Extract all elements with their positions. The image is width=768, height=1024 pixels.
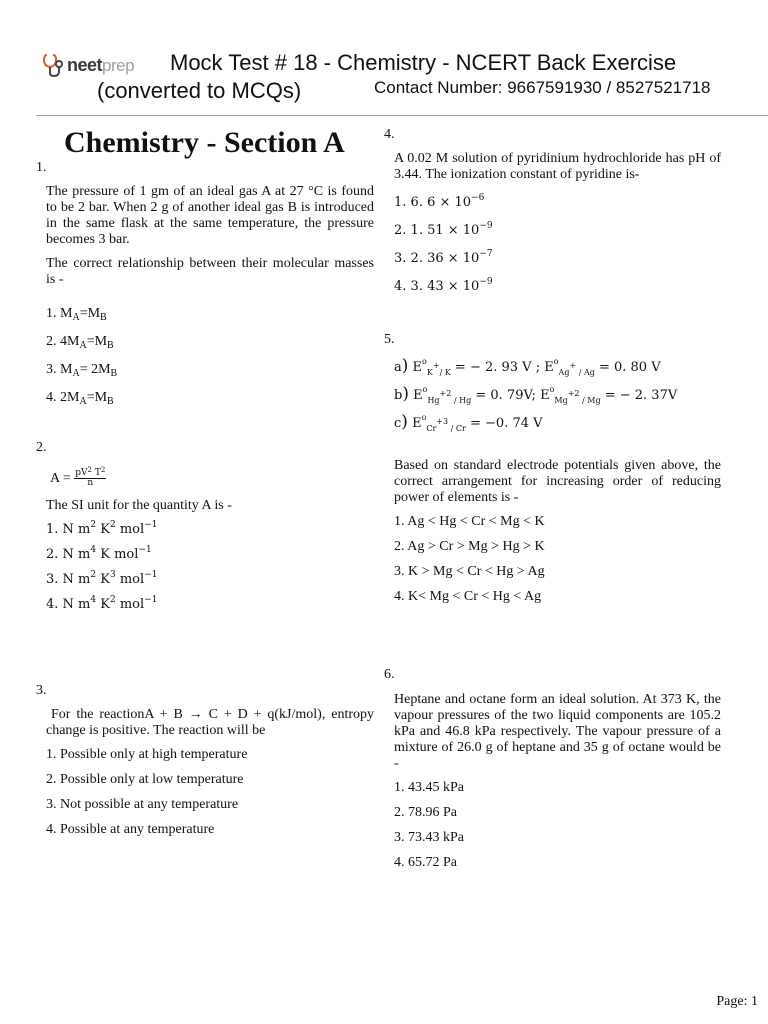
question-4-option-1[interactable]: 1. 6. $6 \times 10^{-6}$: [394, 193, 485, 210]
logo-wordmark: neetprep: [67, 54, 135, 75]
question-6-option-1[interactable]: 1. 43.45 kPa: [394, 780, 464, 795]
question-4-stem: A 0.02 M solution of pyridinium hydrochloride has pH of 3.44. The ionization constant of pyridine is-: [394, 151, 721, 182]
section-title: Chemistry - Section A: [64, 126, 345, 159]
question-2-number: 2.: [36, 440, 47, 455]
question-6-option-3[interactable]: 3. 73.43 kPa: [394, 830, 464, 845]
question-3-option-1[interactable]: 1. Possible only at high temperature: [46, 747, 248, 762]
question-2-formula: A = $\frac{pV^2 T^2}{n}$: [50, 466, 106, 489]
question-2-option-1[interactable]: 1. N $m^2$ $K^2$ mol$^{-1}$: [46, 520, 158, 537]
test-title: Mock Test # 18 - Chemistry - NCERT Back Exercise: [170, 50, 677, 75]
question-5-option-4[interactable]: 4. K< Mg < Cr < Hg < Ag: [394, 589, 542, 604]
question-3-number: 3.: [36, 683, 47, 698]
page-header: [0, 0, 768, 118]
question-6-option-2[interactable]: 2. 78.96 Pa: [394, 805, 457, 820]
question-1-option-2[interactable]: 2. $4M_A=M_B$: [46, 334, 114, 351]
question-3: [46, 707, 374, 847]
question-2-option-3[interactable]: 3. N $m^2$ $K^3$ mol$^{-1}$: [46, 570, 158, 587]
question-4-option-3[interactable]: 3. 2. $36 \times 10^{-7}$: [394, 249, 493, 266]
question-2-option-4[interactable]: 4. N $m^4$ $K^2$ mol$^{-1}$: [46, 595, 158, 612]
question-3-option-4[interactable]: 4. Possible at any temperature: [46, 822, 215, 837]
page-number: Page: 1: [716, 994, 758, 1009]
question-5-option-1[interactable]: 1. Ag < Hg < Cr < Mg < K: [394, 514, 545, 529]
contact-number: Contact Number: 9667591930 / 8527521718: [374, 78, 711, 97]
question-2-option-2[interactable]: 2. N $m^4$ K mol$^{-1}$: [46, 545, 152, 562]
neetprep-logo: [42, 52, 134, 78]
question-6-stem: Heptane and octane form an ideal solution. At 373 K, the vapour pressures of the two liquid components are 105.2 kPa and 46.8 kPa respectively. The vapour pressure of a mixture of 26.0 g of heptane and 35 g of octane would be -: [394, 692, 721, 771]
question-1-number: 1.: [36, 160, 47, 175]
question-2-stem: The SI unit for the quantity A is -: [46, 498, 232, 513]
question-6: [394, 692, 721, 880]
question-4-option-4[interactable]: 4. 3. $43 \times 10^{-9}$: [394, 277, 493, 294]
question-1-option-3[interactable]: 3. $M_A= 2M_B$: [46, 362, 118, 379]
question-5-body: [394, 458, 721, 614]
question-4-option-2[interactable]: 2. 1. $51 \times 10^{-9}$: [394, 221, 493, 238]
question-3-option-2[interactable]: 2. Possible only at low temperature: [46, 772, 244, 787]
question-5-number: 5.: [384, 332, 395, 347]
question-3-stem: For the reactionA + B → C + D + q(kJ/mol), entropy change is positive. The reaction will be: [46, 707, 374, 738]
stethoscope-icon: [42, 52, 66, 78]
question-3-option-3[interactable]: 3. Not possible at any temperature: [46, 797, 239, 812]
question-5: [394, 358, 721, 442]
question-6-number: 6.: [384, 667, 395, 682]
question-1-option-4[interactable]: 4. $2M_A=M_B$: [46, 390, 114, 407]
potential-line-b: b) $E^o_{Hg^{+2} / Hg} = 0$. 79V; $E^o_{Mg^{+2} / Mg}$ = − 2. 37V: [394, 384, 678, 405]
potential-line-c: c) $E^o_{Cr^{+3} / Cr} = -0$. 74 V: [394, 412, 543, 433]
question-1-stem: The pressure of 1 gm of an ideal gas A at 27 °C is found to be 2 bar. When 2 g of another ideal gas B is introduced in the same flask at the same temperature, the pressure becomes 3 bar.: [46, 184, 374, 247]
question-1-option-1[interactable]: 1. $M_A=M_B$: [46, 306, 107, 323]
question-5-stem: Based on standard electrode potentials given above, the correct arrangement for increasing order of reducing power of elements is -: [394, 458, 721, 505]
question-1: [46, 184, 374, 415]
question-2-body: [46, 498, 374, 622]
header-divider: [36, 115, 768, 116]
question-1-stem-2: The correct relationship between their molecular masses is -: [46, 256, 374, 287]
potential-line-a: a) $E^o_{K^+/ K}$ = − 2. 93 V ; $E^o_{Ag^+ / Ag} = 0$. 80 V: [394, 356, 661, 377]
question-5-option-3[interactable]: 3. K > Mg < Cr < Hg > Ag: [394, 564, 545, 579]
question-5-option-2[interactable]: 2. Ag > Cr > Mg > Hg > K: [394, 539, 545, 554]
question-4: [394, 151, 721, 304]
test-subtitle: (converted to MCQs): [97, 78, 302, 103]
question-6-option-4[interactable]: 4. 65.72 Pa: [394, 855, 457, 870]
question-2: [50, 464, 370, 494]
question-4-number: 4.: [384, 127, 395, 142]
